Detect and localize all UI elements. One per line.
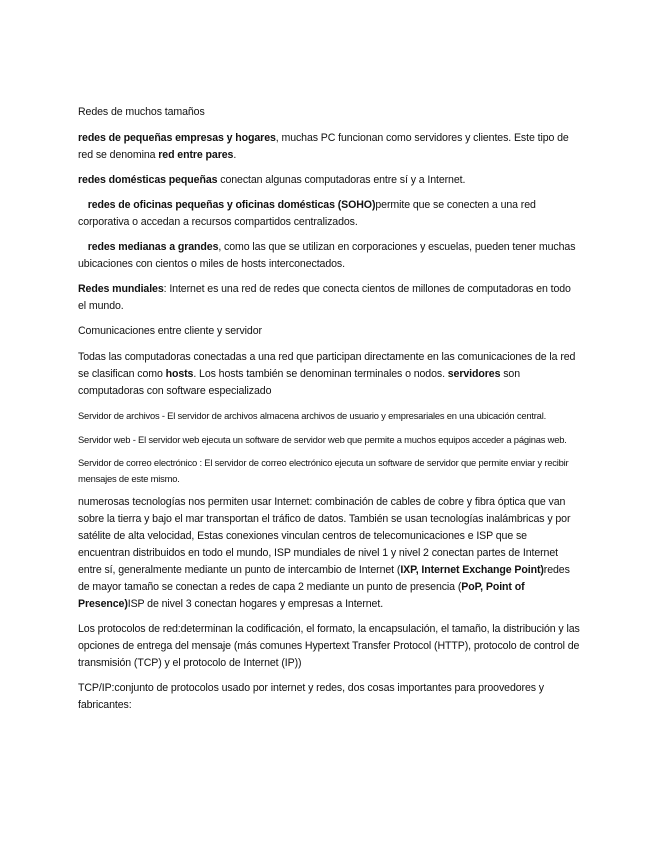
bold-term: redes de pequeñas empresas y hogares xyxy=(78,132,276,144)
bold-term: redes medianas a grandes xyxy=(87,241,219,253)
text-run: numerosas tecnologías nos permiten usar Internet: combinación de cables de cobre y fibra óptica que van sobre la tierra y bajo el mar transportan el tráfico de datos. También se usan tecnologías inalámbricas y por satélite de alta velocidad, Estas conexiones vinculan centros de telecomunicaciones e ISP que se encuentran distribuidos en todo el mundo, ISP mundiales de nivel 1 y nivel 2 conectan partes de Internet entre sí, generalmente mediante un punto de intercambio de Internet ( xyxy=(78,496,571,576)
document-body xyxy=(78,104,580,722)
text-run: , muchas PC funcionan como servidores y clientes. Este tipo de red se denomina xyxy=(78,132,569,161)
bold-term: hosts xyxy=(165,368,194,380)
text-run: conectan algunas computadoras entre sí y a Internet. xyxy=(217,174,466,186)
heading-network-sizes: Redes de muchos tamaños xyxy=(78,106,205,118)
paragraph-tcpip: TCP/IP:conjunto de protocolos usado por internet y redes, dos cosas importantes para proovedores y fabricantes: xyxy=(78,682,545,711)
paragraph-protocols: Los protocolos de red:determinan la codificación, el formato, la encapsulación, el tamaño, la distribución y las opciones de entrega del mensaje (más comunes Hypertext Transfer Protocol (HTTP), protocolo de control de transmisión (TCP) y el protocolo de Internet (IP)) xyxy=(78,623,580,669)
bold-term: PoP, Point of Presence) xyxy=(78,581,525,610)
paragraph-mail-server: Servidor de correo electrónico : El servidor de correo electrónico ejecuta un software de servidor que permite enviar y recibir mensajes de este mismo. xyxy=(78,457,569,484)
text-run: . xyxy=(233,149,237,161)
paragraph-web-server: Servidor web - El servidor web ejecuta un software de servidor web que permite a muchos equipos acceder a páginas web. xyxy=(78,433,567,445)
text-run: son computadoras con software especializado xyxy=(78,368,520,397)
bold-term: Redes mundiales xyxy=(78,283,164,295)
text-run: : Internet es una red de redes que conecta cientos de millones de computadoras en todo el mundo. xyxy=(78,283,571,312)
text-run: . Los hosts también se denominan terminales o nodos. xyxy=(193,368,448,380)
bold-term: IXP, Internet Exchange Point) xyxy=(400,564,544,576)
text-run: permite que se conecten a una red corporativa o accedan a recursos compartidos centralizados. xyxy=(78,199,536,228)
paragraph-technologies xyxy=(78,494,580,613)
bold-term: redes domésticas pequeñas xyxy=(78,174,218,186)
paragraph-medium-large xyxy=(78,239,580,273)
text-run: Todas las computadoras conectadas a una red que participan directamente en las comunicaciones de la red se clasifican como xyxy=(78,351,576,380)
paragraph-soho xyxy=(78,197,580,231)
paragraph-home-networks xyxy=(78,172,580,189)
paragraph-file-server: Servidor de archivos - El servidor de archivos almacena archivos de usuario y empresariales en una ubicación central. xyxy=(78,410,546,421)
bold-term: red entre pares xyxy=(158,149,234,161)
text-run: ISP de nivel 3 conectan hogares y empresas a Internet. xyxy=(127,598,384,610)
bold-term: servidores xyxy=(447,368,501,380)
heading-client-server: Comunicaciones entre cliente y servidor xyxy=(78,325,262,337)
text-run: , como las que se utilizan en corporaciones y escuelas, pueden tener muchas ubicaciones con cientos o miles de hosts interconectados. xyxy=(78,241,576,270)
paragraph-small-networks xyxy=(78,130,580,164)
paragraph-hosts xyxy=(78,349,580,400)
paragraph-world-networks xyxy=(78,281,580,315)
bold-term: redes de oficinas pequeñas y oficinas domésticas (SOHO) xyxy=(87,199,376,211)
text-run: redes de mayor tamaño se conectan a redes de capa 2 mediante un punto de presencia ( xyxy=(78,564,570,593)
